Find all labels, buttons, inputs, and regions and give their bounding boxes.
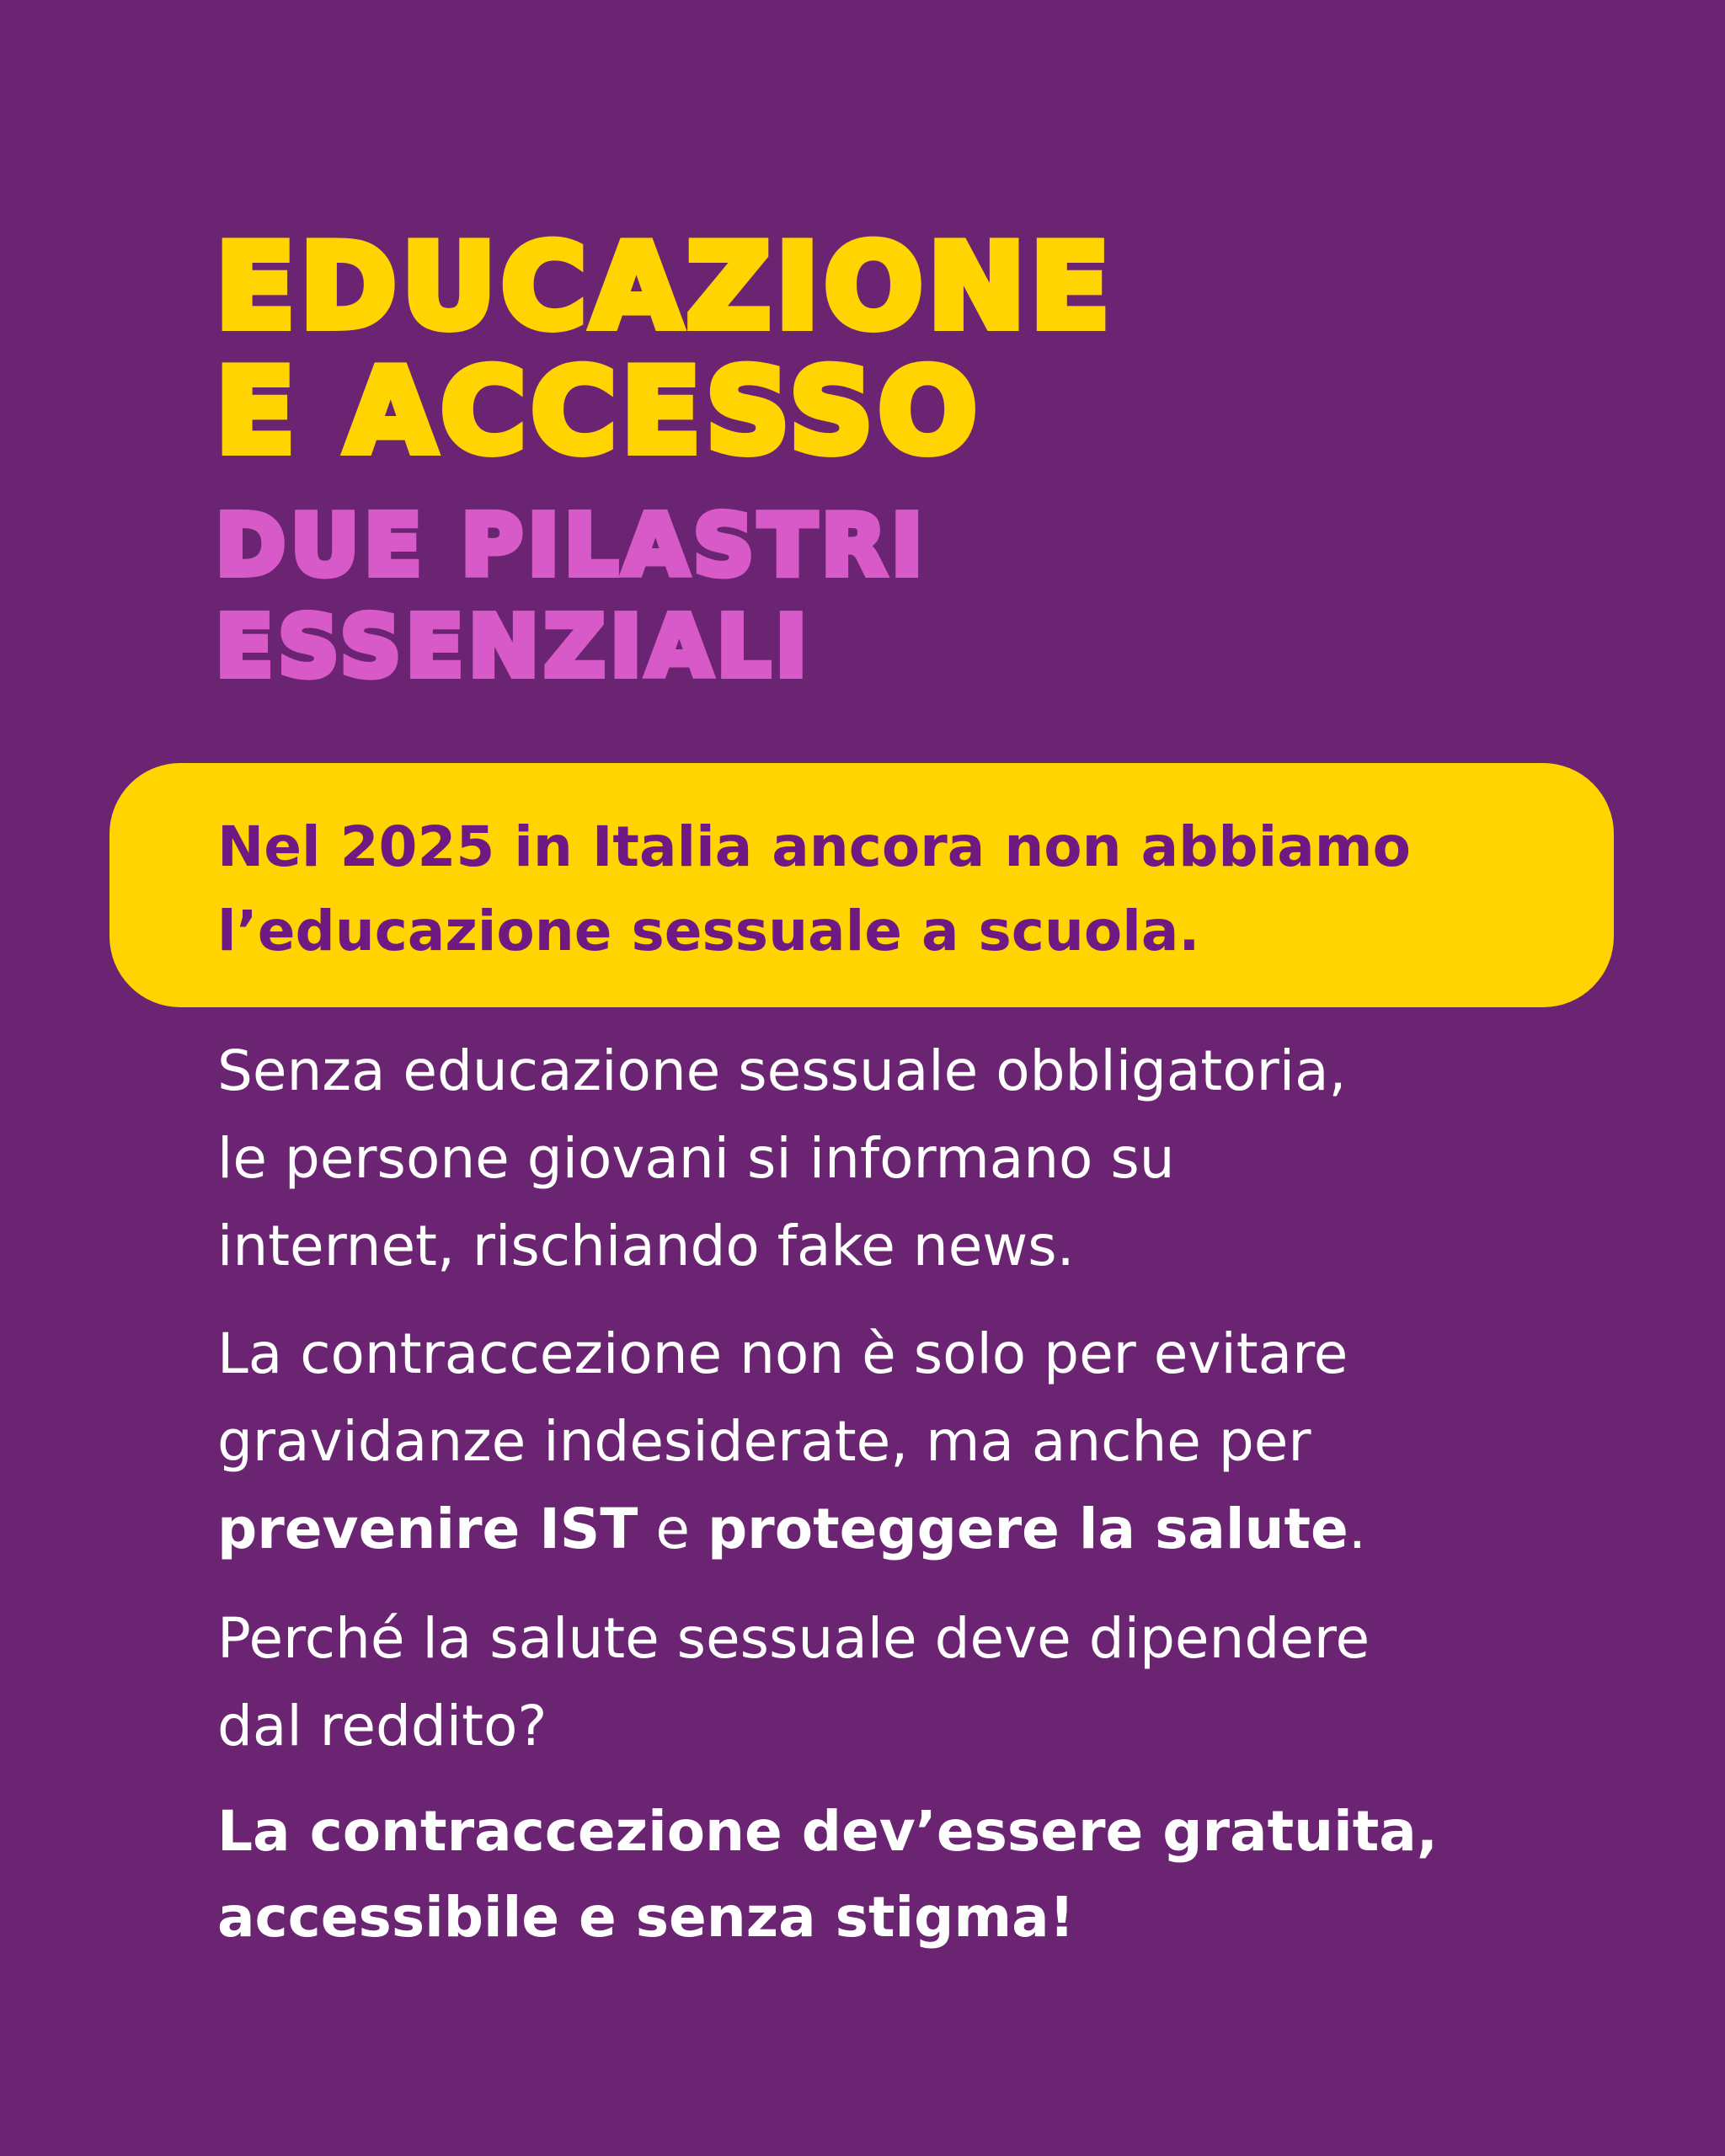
paragraph-line: La contraccezione non è solo per evitare: [217, 1321, 1348, 1386]
paragraph-line: dal reddito?: [217, 1694, 547, 1758]
subtitle-line-1: DUE PILASTRI: [216, 496, 928, 595]
subtitle-line-2: ESSENZIALI: [216, 597, 812, 696]
paragraph-income-question: [217, 1595, 1616, 1770]
paragraph-line: le persone giovani si informano su: [217, 1126, 1175, 1191]
paragraph-line: Perché la salute sessuale deve dipendere: [217, 1606, 1370, 1671]
title-line-1: EDUCAZIONE: [216, 219, 1115, 355]
emphasis-prevent-sti: prevenire IST: [217, 1497, 638, 1561]
paragraph-line: Senza educazione sessuale obbligatoria,: [217, 1038, 1347, 1103]
closing-statement: [217, 1789, 1616, 1961]
callout-line-1: Nel 2025 in Italia ancora non abbiamo: [217, 814, 1411, 879]
callout-line-2: l’educazione sessuale a scuola.: [217, 899, 1200, 963]
connector-text: e: [638, 1497, 708, 1561]
paragraph-internet: [217, 1027, 1616, 1290]
title-line-2: E ACCESSO: [216, 344, 982, 479]
emphasis-protect-health: proteggere la salute: [707, 1497, 1348, 1561]
period-text: .: [1348, 1497, 1366, 1561]
closing-line-1: La contraccezione dev’essere gratuita,: [217, 1799, 1438, 1864]
paragraph-line: internet, rischiando fake news.: [217, 1214, 1075, 1278]
highlight-callout: [109, 763, 1614, 1007]
paragraph-line-mixed: [217, 1486, 1616, 1573]
callout-text: [217, 805, 1582, 974]
closing-line-2: accessibile e senza stigma!: [217, 1885, 1075, 1950]
paragraph-line: gravidanze indesiderate, ma anche per: [217, 1409, 1311, 1474]
paragraph-contraception: [217, 1310, 1616, 1573]
